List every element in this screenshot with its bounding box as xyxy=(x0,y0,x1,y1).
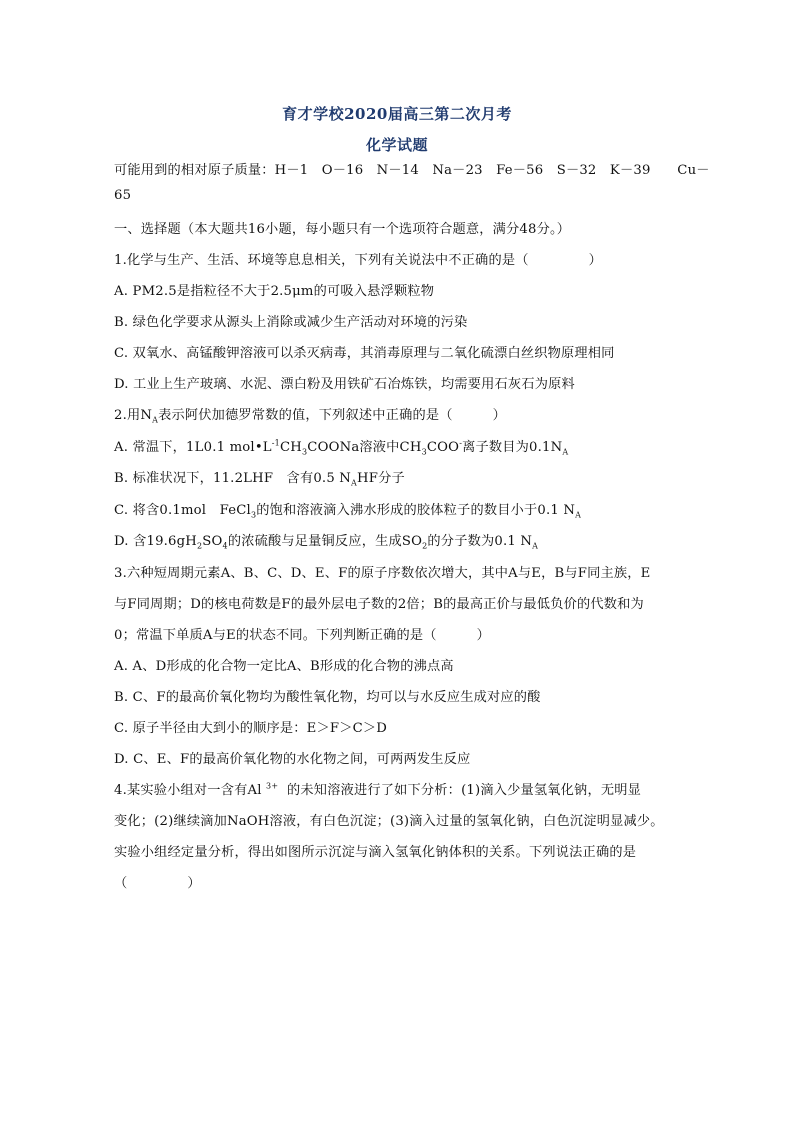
q2d-part2: SO xyxy=(202,534,223,549)
q2d-part3: 的浓硫酸与足量铜反应，生成SO xyxy=(227,534,423,549)
q2b-sub: A xyxy=(351,478,358,488)
q2a-sup1: -1 xyxy=(271,438,280,448)
question-1-stem xyxy=(114,252,684,270)
question-3-option-b: B. C、F的最高价氧化物均为酸性氧化物，均可以与水反应生成对应的酸 xyxy=(114,690,541,705)
question-3-option-c: C. 原子半径由大到小的顺序是：E＞F＞C＞D xyxy=(114,721,388,736)
q2a-part1: A. 常温下，1L0.1 mol•L xyxy=(114,440,272,455)
q2a-sub2: 3 xyxy=(421,447,427,457)
question-4-sup: 3+ xyxy=(266,781,279,791)
q2a-part4: COO xyxy=(426,440,460,455)
question-2-text-a: 2.用N xyxy=(114,408,153,423)
q2a-sub3: A xyxy=(562,447,569,457)
q2d-sub4: A xyxy=(532,541,539,551)
q2d-sub3: 2 xyxy=(422,541,428,551)
question-1-bracket-close: ） xyxy=(588,253,602,268)
question-1-text: 1.化学与生产、生活、环境等息息相关，下列有关说法中不正确的是（ xyxy=(114,253,529,268)
question-2-text-b: 表示阿伏加德罗常数的值，下列叙述中正确的是（ xyxy=(158,408,453,423)
q2c-part1: C. 将含0.1mol FeCl xyxy=(114,503,251,518)
question-3-option-d: D. C、E、F的最高价氧化物的水化物之间，可两两发生反应 xyxy=(114,752,471,767)
q2c-sub2: A xyxy=(575,510,582,520)
q2a-part2: CH xyxy=(279,440,302,455)
question-1-option-b: B. 绿色化学要求从源头上消除或减少生产活动对环境的污染 xyxy=(114,315,468,330)
question-3-line-2: 与F同周期；D的核电荷数是F的最外层电子数的2倍；B的最高正价与最低负价的代数和为 xyxy=(114,597,644,612)
question-2-option-b xyxy=(114,470,684,488)
atomic-mass-line-1: 可能用到的相对原子质量：H－1 O－16 N－14 Na－23 Fe－56 S－32 K－39 Cu－ xyxy=(114,163,710,178)
q2c-part2: 的饱和溶液滴入沸水形成的胶体粒子的数目小于0.1 N xyxy=(256,503,576,518)
question-2-option-c xyxy=(114,502,684,520)
question-4-bracket-close: ） xyxy=(187,876,201,891)
exam-subtitle: 化学试题 xyxy=(365,136,428,154)
question-2-sub: A xyxy=(152,415,159,425)
question-2-bracket-close: ） xyxy=(492,408,507,423)
question-3-option-a: A. A、D形成的化合物一定比A、B形成的化合物的沸点高 xyxy=(114,659,454,674)
question-1-option-a: A. PM2.5是指粒径不大于2.5μm的可吸入悬浮颗粒物 xyxy=(114,284,435,299)
question-4-bracket-open: （ xyxy=(114,876,128,891)
q2d-sub1: 2 xyxy=(196,541,203,551)
q2a-sup2: - xyxy=(459,438,463,448)
q2a-part3: COONa溶液中CH xyxy=(307,440,422,455)
question-3-line-3 xyxy=(114,627,684,645)
question-3-bracket-close: ） xyxy=(476,628,491,643)
q2d-sub2: 4 xyxy=(222,541,228,551)
question-4-line-3: 实验小组经定量分析，得出如图所示沉淀与滴入氢氧化钠体积的关系。下列说法正确的是 xyxy=(114,845,637,860)
q2d-part1: D. 含19.6gH xyxy=(114,534,197,549)
question-4-text-a: 4.某实验小组对一含有Al xyxy=(114,783,262,798)
question-4-text-b: 的未知溶液进行了如下分析：(1)滴入少量氢氧化钠，无明显 xyxy=(287,783,641,798)
question-1-option-c: C. 双氧水、高锰酸钾溶液可以杀灭病毒，其消毒原理与二氧化硫漂白丝织物原理相同 xyxy=(114,346,615,361)
question-3-line-1: 3.六种短周期元素A、B、C、D、E、F的原子序数依次增大，其中A与E，B与F同主族，E xyxy=(114,566,651,581)
question-2-option-a xyxy=(114,439,684,457)
q2b-part2: HF分子 xyxy=(357,471,405,486)
question-1-option-d: D. 工业上生产玻璃、水泥、漂白粉及用铁矿石冶炼铁，均需要用石灰石为原料 xyxy=(114,377,575,392)
q2c-sub1: 3 xyxy=(250,510,257,520)
exam-title: 育才学校2020届高三第二次月考 xyxy=(282,105,512,123)
q2a-part5: 离子数目为0.1N xyxy=(462,440,563,455)
question-2-option-d xyxy=(114,533,684,551)
question-4-line-2: 变化；(2)继续滴加NaOH溶液，有白色沉淀；(3)滴入过量的氢氧化钠，白色沉淀明显减少。 xyxy=(114,814,664,829)
question-4-line-4 xyxy=(114,875,684,893)
q2b-part1: B. 标准状况下，11.2LHF 含有0.5 N xyxy=(114,471,352,486)
question-3-text: 0；常温下单质A与E的状态不同。下列判断正确的是（ xyxy=(114,628,437,643)
section-heading: 一、选择题（本大题共16小题，每小题只有一个选项符合题意，满分48分。） xyxy=(114,222,571,237)
atomic-mass-line-2: 65 xyxy=(114,188,132,203)
q2a-sub1: 3 xyxy=(301,447,308,457)
question-4-line-1 xyxy=(114,782,684,800)
q2d-part4: 的分子数为0.1 N xyxy=(427,534,533,549)
question-2-stem xyxy=(114,407,684,425)
